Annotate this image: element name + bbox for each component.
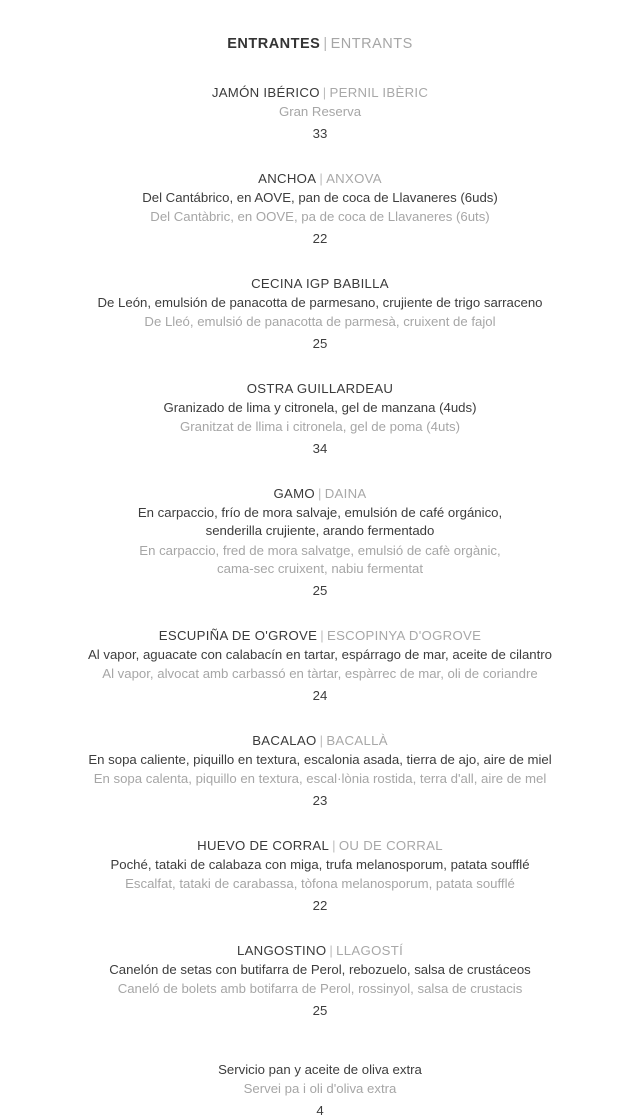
- menu-item-description-es: [24, 646, 616, 665]
- menu-item: [24, 732, 616, 810]
- menu-item-title-es: HUEVO DE CORRAL: [197, 837, 330, 853]
- menu-item-description-ca-line: Al vapor, alvocat amb carbassó en tàrtar, espàrrec de mar, oli de coriandre: [102, 666, 538, 681]
- menu-item-description-es-line: De León, emulsión de panacotta de parmesano, crujiente de trigo sarraceno: [97, 294, 543, 310]
- menu-item-description-ca-line: Gran Reserva: [278, 104, 362, 119]
- menu-item: [24, 837, 616, 915]
- menu-item-title-es: CECINA IGP BABILLA: [251, 275, 389, 291]
- menu-item-title: [24, 627, 616, 645]
- menu-item-description-es-line: senderilla crujiente, arando fermentado: [205, 523, 435, 538]
- menu-item-description-ca-line: Caneló de bolets amb botifarra de Perol, rossinyol, salsa de crustacis: [117, 981, 523, 996]
- menu-item-description-es: [24, 961, 616, 980]
- menu-item-description-es-line: Del Cantábrico, en AOVE, pan de coca de Llavaneres (6uds): [142, 189, 498, 205]
- menu-item-description-es: [24, 856, 616, 875]
- menu-item-title-separator: |: [332, 837, 336, 853]
- menu-item-title-ca: BACALLÀ: [326, 732, 388, 748]
- menu-item-title: [24, 485, 616, 503]
- menu-item: [24, 380, 616, 458]
- menu-item-description-es-line: En sopa caliente, piquillo en textura, escalonia asada, tierra de ajo, aire de miel: [88, 751, 552, 767]
- menu-item-price: 23: [312, 792, 328, 808]
- menu-item-description-es: [24, 504, 616, 541]
- menu-item-title-separator: |: [319, 732, 324, 748]
- menu-item-price: 25: [312, 335, 328, 351]
- bread-service-desc-ca: Servei pa i oli d'oliva extra: [243, 1081, 397, 1096]
- menu-item: [24, 170, 616, 248]
- menu-item-description-ca-line: En sopa calenta, piquillo en textura, escal·lònia rostida, terra d'all, aire de mel: [93, 771, 547, 786]
- menu-item-description-ca: [24, 103, 616, 122]
- menu-item-title-es: JAMÓN IBÉRICO: [211, 85, 320, 100]
- menu-item-title: [24, 170, 616, 188]
- bread-service-desc-es: Servicio pan y aceite de oliva extra: [218, 1061, 422, 1077]
- menu-item-title-es: ANCHOA: [258, 170, 317, 186]
- menu-item-description-ca-line: En carpaccio, fred de mora salvatge, emulsió de cafè orgànic,: [139, 542, 501, 558]
- menu-item-title: [24, 275, 616, 293]
- menu-item-description-es-line: Al vapor, aguacate con calabacín en tartar, espárrago de mar, aceite de cilantro: [87, 646, 553, 662]
- menu-item-price: 22: [312, 230, 328, 246]
- menu-item-description-ca: [24, 542, 616, 579]
- menu-item-description-ca-line: Granitzat de llima i citronela, gel de poma (4uts): [180, 419, 460, 434]
- menu-item-title-ca: LLAGOSTÍ: [336, 942, 404, 958]
- menu-item-title-ca: ANXOVA: [326, 170, 382, 186]
- menu-item-title-es: OSTRA GUILLARDEAU: [246, 380, 394, 396]
- menu-item-description-es-line: En carpaccio, frío de mora salvaje, emulsión de café orgánico,: [137, 504, 503, 520]
- menu-item-title-es: ESCUPIÑA DE O'GROVE: [158, 627, 318, 643]
- menu-item-title-es: BACALAO: [252, 732, 317, 748]
- menu-item-description-es: [24, 294, 616, 313]
- menu-item-title-separator: |: [320, 627, 324, 643]
- menu-item-title-separator: |: [319, 170, 324, 186]
- menu-item-title-es: LANGOSTINO: [236, 942, 327, 958]
- menu-item: [24, 275, 616, 353]
- menu-item-description-ca: [24, 418, 616, 437]
- menu-item-price: 25: [312, 1002, 328, 1018]
- menu-item-price: 34: [312, 440, 328, 456]
- menu-item-title: [24, 837, 616, 855]
- menu-item-description-es-line: Canelón de setas con butifarra de Perol, rebozuelo, salsa de crustáceos: [109, 961, 531, 977]
- menu-item: [24, 942, 616, 1020]
- menu-item-title-ca: OU DE CORRAL: [338, 837, 443, 853]
- menu-item-title-es: GAMO: [273, 485, 315, 501]
- menu-item-price: 25: [312, 582, 328, 598]
- menu-item-price: 24: [312, 687, 328, 703]
- menu-item-description-ca: [24, 875, 616, 894]
- menu-item-price: 33: [312, 125, 328, 141]
- menu-item-description-ca: [24, 208, 616, 227]
- menu-item-description-es: [24, 399, 616, 418]
- menu-item-title: [24, 732, 616, 750]
- section-header: [24, 34, 616, 54]
- menu-item-title-separator: |: [322, 85, 327, 100]
- menu-items-list: [24, 84, 616, 1020]
- menu-item-description-ca-line: De Lleó, emulsió de panacotta de parmesà, cruixent de fajol: [144, 314, 496, 329]
- menu-item-title: [24, 380, 616, 398]
- menu-item-title-ca: ESCOPINYA D'OGROVE: [326, 627, 482, 643]
- menu-item-description-es-line: Granizado de lima y citronela, gel de manzana (4uds): [163, 399, 477, 415]
- section-header-title-es: ENTRANTES: [227, 36, 321, 52]
- menu-item-description-ca: [24, 665, 616, 684]
- bread-service-item: [24, 1061, 616, 1120]
- menu-item-title-ca: PERNIL IBÈRIC: [329, 85, 429, 100]
- menu-item-description-ca-line: Escalfat, tataki de carabassa, tòfona melanosporum, patata soufflé: [125, 876, 515, 891]
- menu-item-description-ca-line: cama-sec cruixent, nabiu fermentat: [217, 561, 423, 576]
- section-header-separator: |: [323, 36, 328, 52]
- menu-item-title-separator: |: [317, 485, 322, 501]
- bread-service-price: 4: [316, 1102, 324, 1118]
- menu-item: [24, 84, 616, 143]
- menu-item-description-ca: [24, 313, 616, 332]
- menu-item-title-separator: |: [329, 942, 334, 958]
- menu-item-title: [24, 84, 616, 102]
- menu-item-description-ca-line: Del Cantàbric, en OOVE, pa de coca de Llavaneres (6uts): [150, 209, 490, 224]
- menu-item-title-ca: DAINA: [324, 485, 367, 501]
- menu-item-description-ca: [24, 770, 616, 789]
- menu-item-title: [24, 942, 616, 960]
- menu-item-price: 22: [312, 897, 328, 913]
- menu-item-description-ca: [24, 980, 616, 999]
- menu-item-description-es-line: Poché, tataki de calabaza con miga, trufa melanosporum, patata soufflé: [110, 856, 530, 872]
- menu-item: [24, 627, 616, 705]
- menu-item: [24, 485, 616, 600]
- menu-item-description-es: [24, 189, 616, 208]
- section-header-title-ca: ENTRANTS: [330, 36, 413, 52]
- menu-item-description-es: [24, 751, 616, 770]
